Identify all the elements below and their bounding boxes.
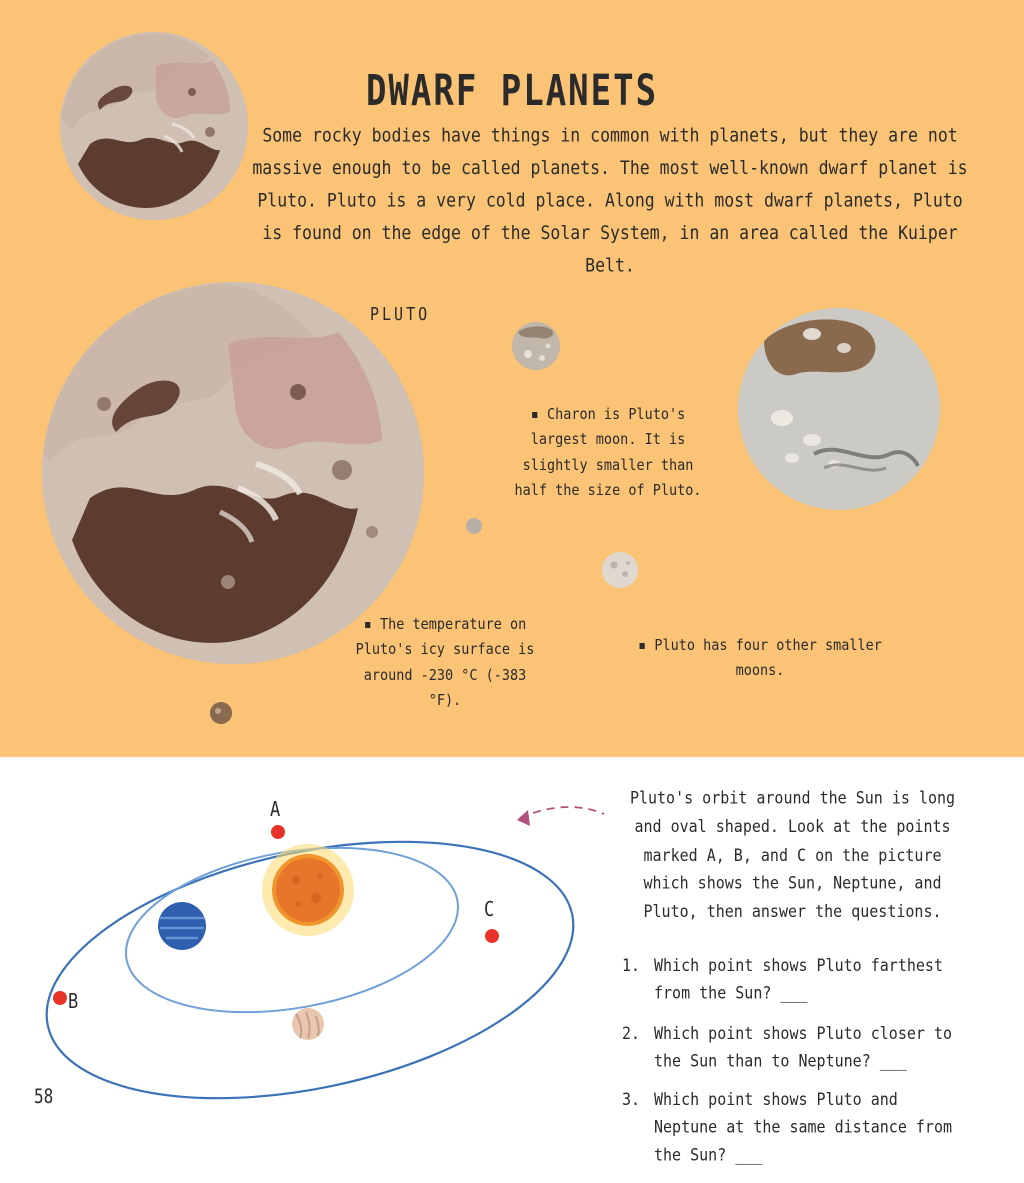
- pluto-thumbnail-image: [60, 32, 248, 220]
- question-number: 3.: [621, 1088, 640, 1110]
- moon-image-4: [210, 702, 232, 724]
- orbit-point-a: [271, 825, 285, 839]
- activity-intro: Pluto's orbit around the Sun is long and oval shaped. Look at the points marked A, B, and C on the picture which shows the Sun, Neptune, and Pluto, then answer the questions.: [629, 787, 956, 922]
- question-item: [620, 951, 965, 1006]
- note-temperature: ▪ The temperature on Pluto's icy surface is around -230 °C (-383 °F).: [355, 615, 535, 710]
- question-text[interactable]: Which point shows Pluto closer to the Sun than to Neptune? ___: [654, 1022, 953, 1071]
- neptune-icon: [158, 902, 206, 950]
- moon-image-3: [602, 552, 638, 588]
- charon-image: [738, 308, 940, 510]
- orbit-diagram: [20, 780, 640, 1160]
- orbit-point-b: [53, 991, 67, 1005]
- question-number: 2.: [621, 1022, 640, 1044]
- sun-icon: [262, 844, 354, 936]
- question-text[interactable]: Which point shows Pluto farthest from the Sun? ___: [654, 954, 943, 1003]
- pluto-orbit-icon: [292, 1008, 324, 1040]
- question-list: [620, 955, 965, 1163]
- intro-paragraph: Some rocky bodies have things in common with planets, but they are not massive enough to be called planets. The most well-known dwarf planet is Pluto. Pluto is a very cold place. Along with most dwarf planets, Pluto is found on the edge of the Solar System, in an area called the Kuiper Belt.: [252, 124, 968, 275]
- orbit-point-c: [485, 929, 499, 943]
- activity-text-column: [620, 787, 965, 1183]
- moon-image-1: [512, 322, 560, 370]
- orbit-label-c: C: [484, 898, 495, 922]
- orbit-label-a: A: [270, 798, 281, 822]
- question-text[interactable]: Which point shows Pluto and Neptune at the same distance from the Sun? ___: [654, 1088, 953, 1165]
- pluto-main-image: [42, 282, 424, 664]
- page-title: DWARF PLANETS: [365, 65, 659, 116]
- moon-image-2: [466, 518, 482, 534]
- page-number: 58: [34, 1085, 54, 1108]
- question-item: [620, 1019, 965, 1074]
- question-number: 1.: [621, 954, 640, 976]
- question-item: [620, 1085, 965, 1168]
- pluto-label: PLUTO: [370, 303, 431, 325]
- orbit-label-b: B: [68, 990, 79, 1014]
- note-other-moons: ▪ Pluto has four other smaller moons.: [638, 636, 882, 680]
- note-charon: ▪ Charon is Pluto's largest moon. It is slightly smaller than half the size of Pluto.: [514, 405, 702, 500]
